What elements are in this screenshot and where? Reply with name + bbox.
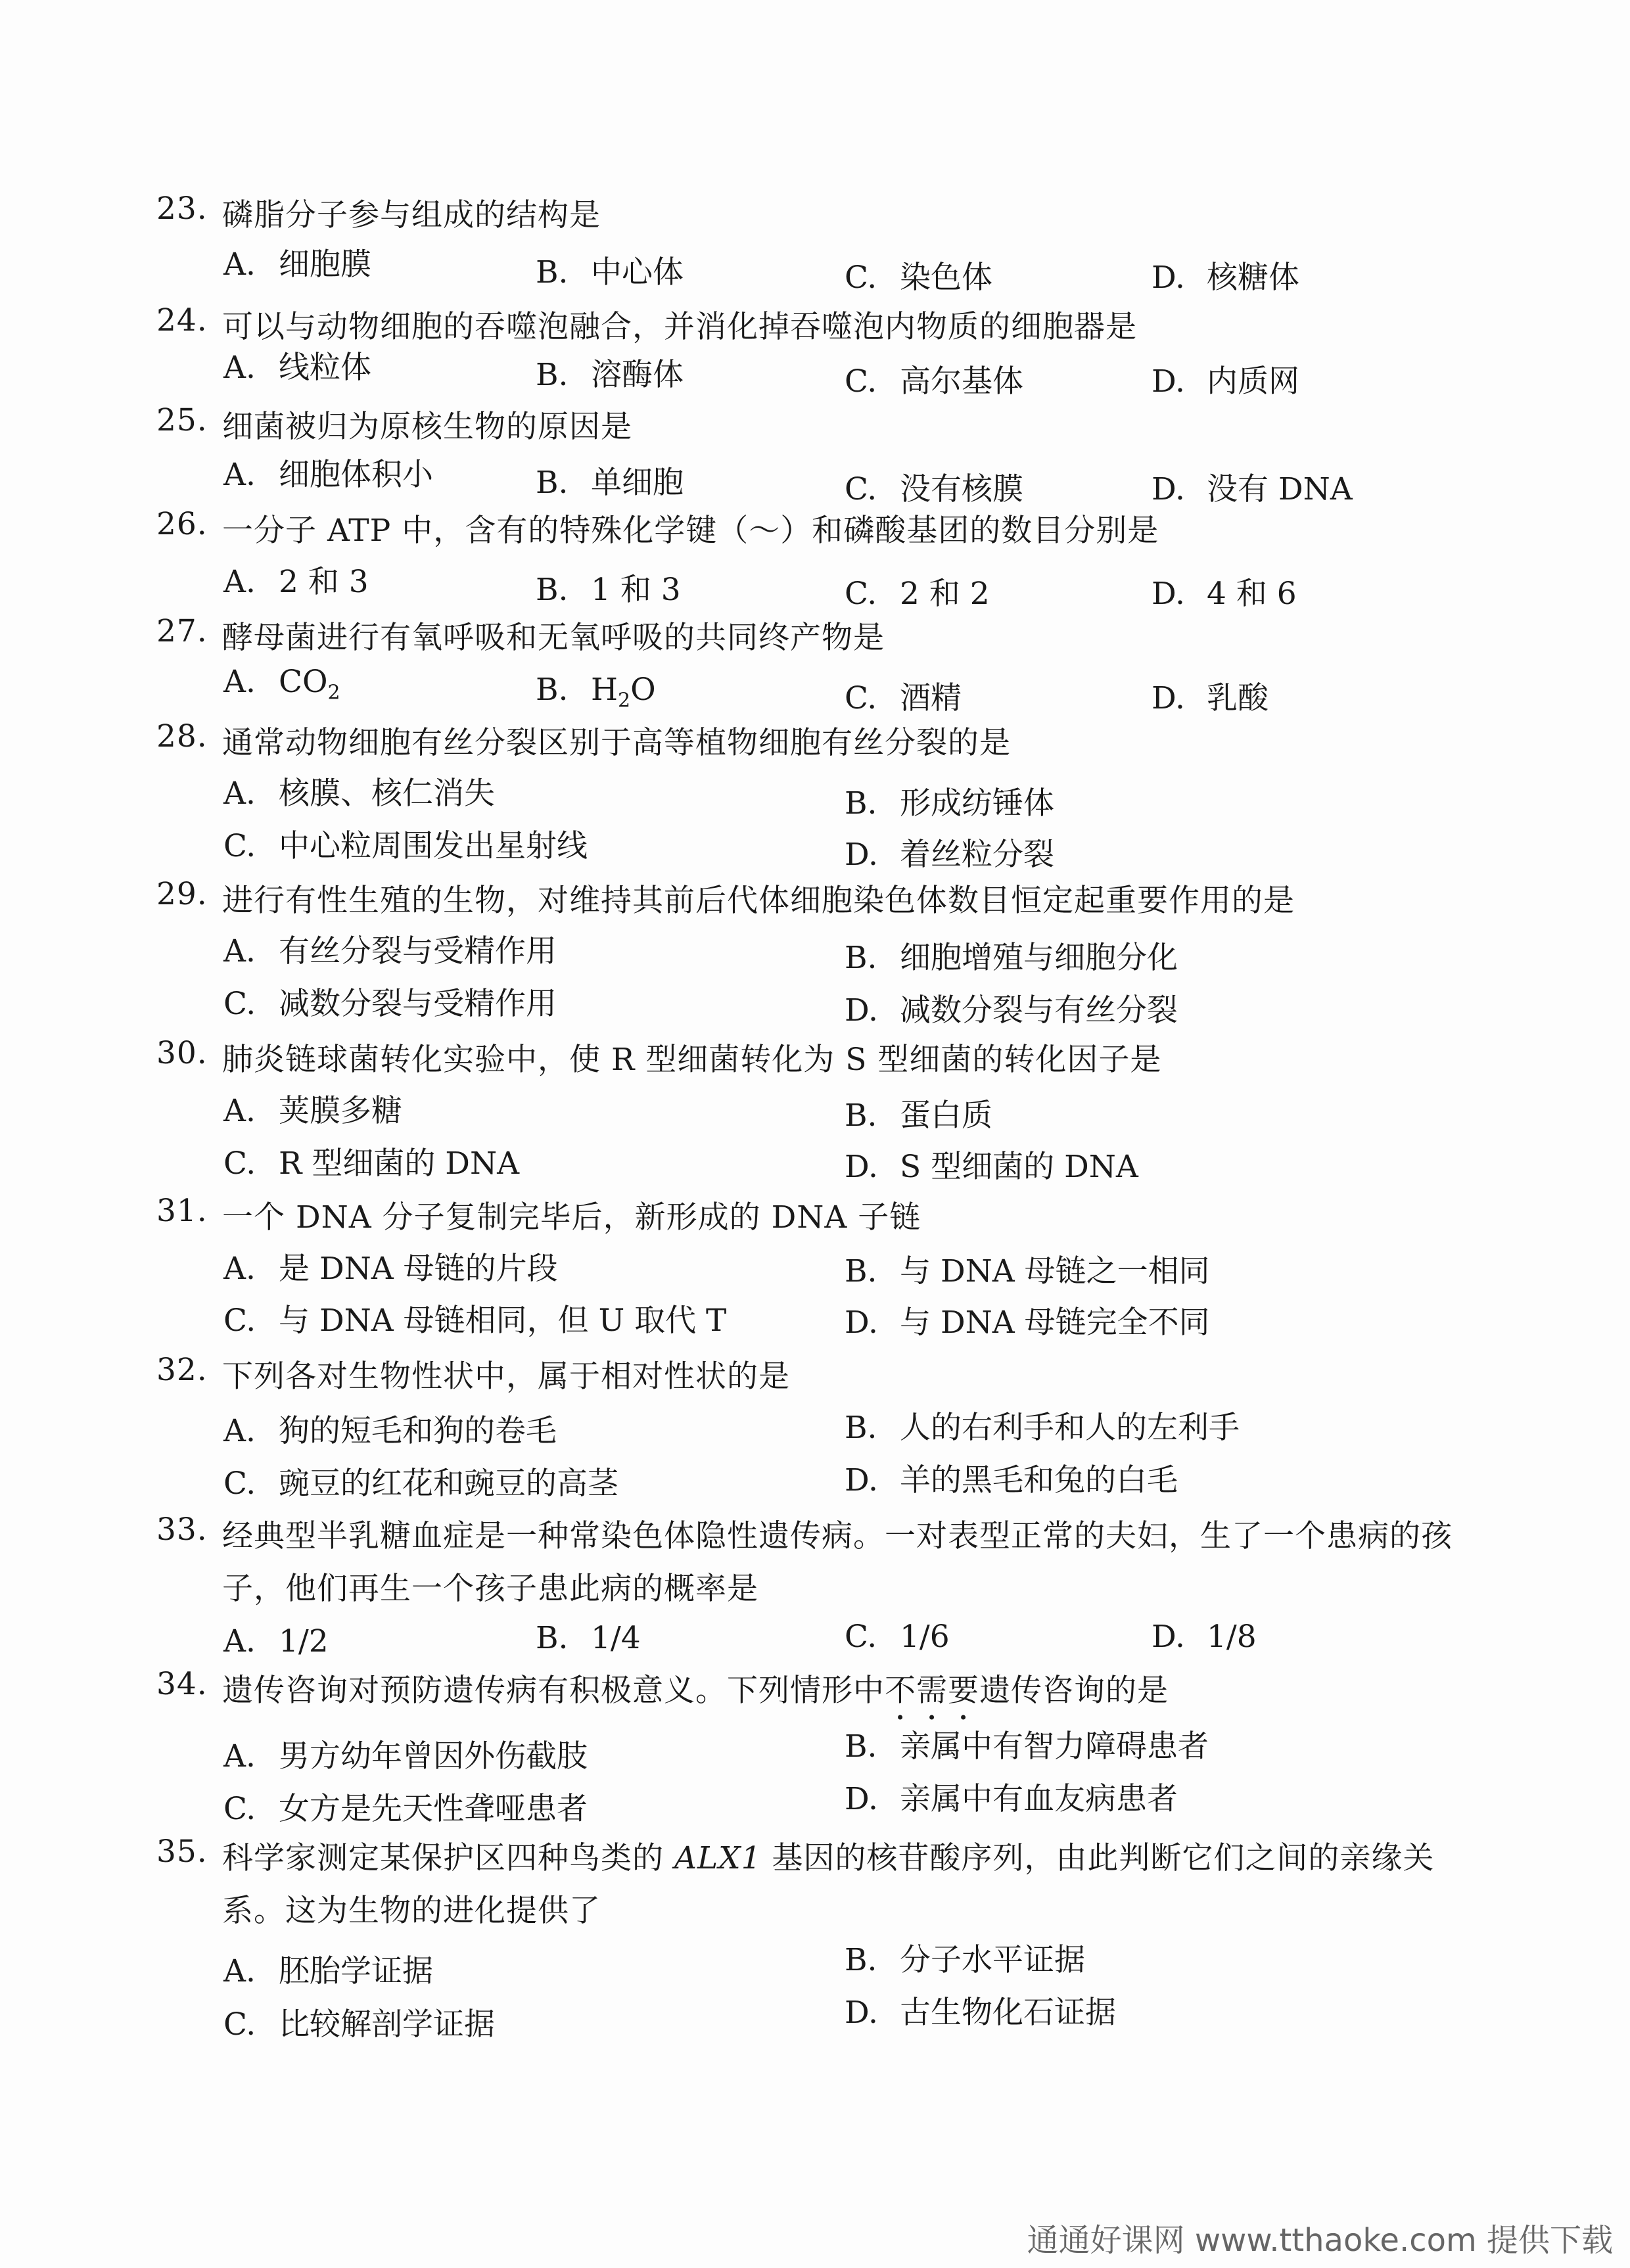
option-a[interactable]: A. 有丝分裂与受精作用 xyxy=(223,933,557,969)
option-d[interactable]: D. 与 DNA 母链完全不同 xyxy=(845,1305,1210,1341)
option-b[interactable]: B. 溶酶体 xyxy=(536,357,684,393)
option-d[interactable]: D. 内质网 xyxy=(1152,363,1299,400)
option-c[interactable]: C. 中心粒周围发出星射线 xyxy=(223,828,588,864)
option-a[interactable]: A. 细胞膜 xyxy=(223,246,371,283)
option-b[interactable]: B. 与 DNA 母链之一相同 xyxy=(845,1253,1210,1289)
question-number: 27. xyxy=(156,613,208,649)
question-number: 26. xyxy=(156,506,208,542)
option-c[interactable]: C. 染色体 xyxy=(845,260,992,296)
option-d[interactable]: D. 核糖体 xyxy=(1152,260,1299,296)
question-stem: 下列各对生物性状中，属于相对性状的是 xyxy=(222,1358,790,1395)
option-b[interactable]: B. $H_2O$ xyxy=(536,672,656,712)
question-number: 34. xyxy=(156,1666,208,1702)
option-a[interactable]: A. $CO_2$ xyxy=(223,664,340,705)
option-b[interactable]: B. 形成纺锤体 xyxy=(845,785,1054,822)
option-b[interactable]: B. 人的右利手和人的左利手 xyxy=(845,1410,1240,1446)
option-d[interactable]: D. 着丝粒分裂 xyxy=(845,837,1054,873)
question-stem: 可以与动物细胞的吞噬泡融合，并消化掉吞噬泡内物质的细胞器是 xyxy=(222,309,1137,345)
option-a[interactable]: A. 男方幼年曾因外伤截肢 xyxy=(223,1738,588,1774)
question-number: 33. xyxy=(156,1512,208,1548)
option-a[interactable]: A. 狗的短毛和狗的卷毛 xyxy=(223,1413,557,1449)
option-a[interactable]: A. 细胞体积小 xyxy=(223,457,433,493)
question-number: 23. xyxy=(156,191,208,227)
option-c[interactable]: C. 减数分裂与受精作用 xyxy=(223,986,557,1022)
option-c[interactable]: C. R 型细菌的 DNA xyxy=(223,1146,520,1182)
option-c[interactable]: C. 与 DNA 母链相同，但 U 取代 T xyxy=(223,1303,727,1339)
question-stem: 磷脂分子参与组成的结构是 xyxy=(222,197,601,233)
question-number: 30. xyxy=(156,1035,208,1071)
question-stem: 遗传咨询对预防遗传病有积极意义。下列情形中不需要遗传咨询的是 xyxy=(222,1673,1169,1709)
option-d[interactable]: D. 亲属中有血友病患者 xyxy=(845,1781,1178,1817)
option-c[interactable]: C. 高尔基体 xyxy=(845,363,1023,400)
question-number: 25. xyxy=(156,402,208,438)
option-c[interactable]: C. 豌豆的红花和豌豆的高茎 xyxy=(223,1466,618,1502)
question-stem: 酵母菌进行有氧呼吸和无氧呼吸的共同终产物是 xyxy=(222,620,885,656)
watermark-footer: 通通好课网 www.tthaoke.com 提供下载 xyxy=(1027,2222,1613,2259)
option-b[interactable]: B. 细胞增殖与细胞分化 xyxy=(845,940,1178,976)
question-number: 35. xyxy=(156,1834,208,1870)
question-stem: 肺炎链球菌转化实验中，使 R 型细菌转化为 S 型细菌的转化因子是 xyxy=(222,1042,1162,1078)
option-d[interactable]: D. 减数分裂与有丝分裂 xyxy=(845,992,1178,1029)
option-b[interactable]: B. 亲属中有智力障碍患者 xyxy=(845,1728,1209,1765)
option-c[interactable]: C. 没有核膜 xyxy=(845,471,1023,507)
question-stem: 进行有性生殖的生物，对维持其前后代体细胞染色体数目恒定起重要作用的是 xyxy=(222,883,1295,919)
option-a[interactable]: A. 2 和 3 xyxy=(223,564,369,600)
option-a[interactable]: A. 胚胎学证据 xyxy=(223,1953,433,1989)
option-b[interactable]: B. 1/4 xyxy=(536,1620,641,1656)
option-a[interactable]: A. 核膜、核仁消失 xyxy=(223,775,495,812)
option-d[interactable]: D. 4 和 6 xyxy=(1152,576,1297,612)
question-stem: 经典型半乳糖血症是一种常染色体隐性遗传病。一对表型正常的夫妇，生了一个患病的孩 xyxy=(222,1518,1453,1554)
question-stem: 一分子 ATP 中，含有的特殊化学键（～）和磷酸基团的数目分别是 xyxy=(222,513,1159,549)
option-a[interactable]: A. 线粒体 xyxy=(223,350,371,386)
option-a[interactable]: A. 1/2 xyxy=(223,1623,329,1659)
question-number: 24. xyxy=(156,302,208,338)
option-c[interactable]: C. 女方是先天性聋哑患者 xyxy=(223,1791,588,1827)
option-d[interactable]: D. 羊的黑毛和兔的白毛 xyxy=(845,1462,1178,1498)
option-b[interactable]: B. 分子水平证据 xyxy=(845,1942,1085,1978)
option-a[interactable]: A. 是 DNA 母链的片段 xyxy=(223,1251,558,1287)
question-stem: 科学家测定某保护区四种鸟类的 ALX1 基因的核苷酸序列，由此判断它们之间的亲缘关 xyxy=(222,1840,1435,1876)
gene-name: ALX1 xyxy=(674,1840,762,1876)
option-d[interactable]: D. 1/8 xyxy=(1152,1619,1257,1655)
option-c[interactable]: C. 2 和 2 xyxy=(845,576,990,612)
option-b[interactable]: B. 单细胞 xyxy=(536,465,684,501)
question-number: 32. xyxy=(156,1352,208,1388)
option-c[interactable]: C. 比较解剖学证据 xyxy=(223,2006,495,2043)
option-d[interactable]: D. 古生物化石证据 xyxy=(845,1995,1116,2031)
question-stem: 细菌被归为原核生物的原因是 xyxy=(222,409,632,445)
option-b[interactable]: B. 1 和 3 xyxy=(536,572,681,608)
question-stem: 一个 DNA 分子复制完毕后，新形成的 DNA 子链 xyxy=(222,1199,921,1236)
option-a[interactable]: A. 荚膜多糖 xyxy=(223,1093,402,1129)
option-c[interactable]: C. 1/6 xyxy=(845,1619,950,1655)
question-stem: 通常动物细胞有丝分裂区别于高等植物细胞有丝分裂的是 xyxy=(222,725,1011,761)
option-c[interactable]: C. 酒精 xyxy=(845,680,962,716)
question-number: 29. xyxy=(156,876,208,912)
emphasis-text: 不需要 xyxy=(885,1673,979,1709)
option-d[interactable]: D. 没有 DNA xyxy=(1152,471,1353,507)
option-d[interactable]: D. S 型细菌的 DNA xyxy=(845,1149,1138,1185)
option-b[interactable]: B. 中心体 xyxy=(536,254,684,290)
option-b[interactable]: B. 蛋白质 xyxy=(845,1098,992,1134)
question-number: 28. xyxy=(156,718,208,754)
question-number: 31. xyxy=(156,1193,208,1229)
option-d[interactable]: D. 乳酸 xyxy=(1152,680,1269,716)
